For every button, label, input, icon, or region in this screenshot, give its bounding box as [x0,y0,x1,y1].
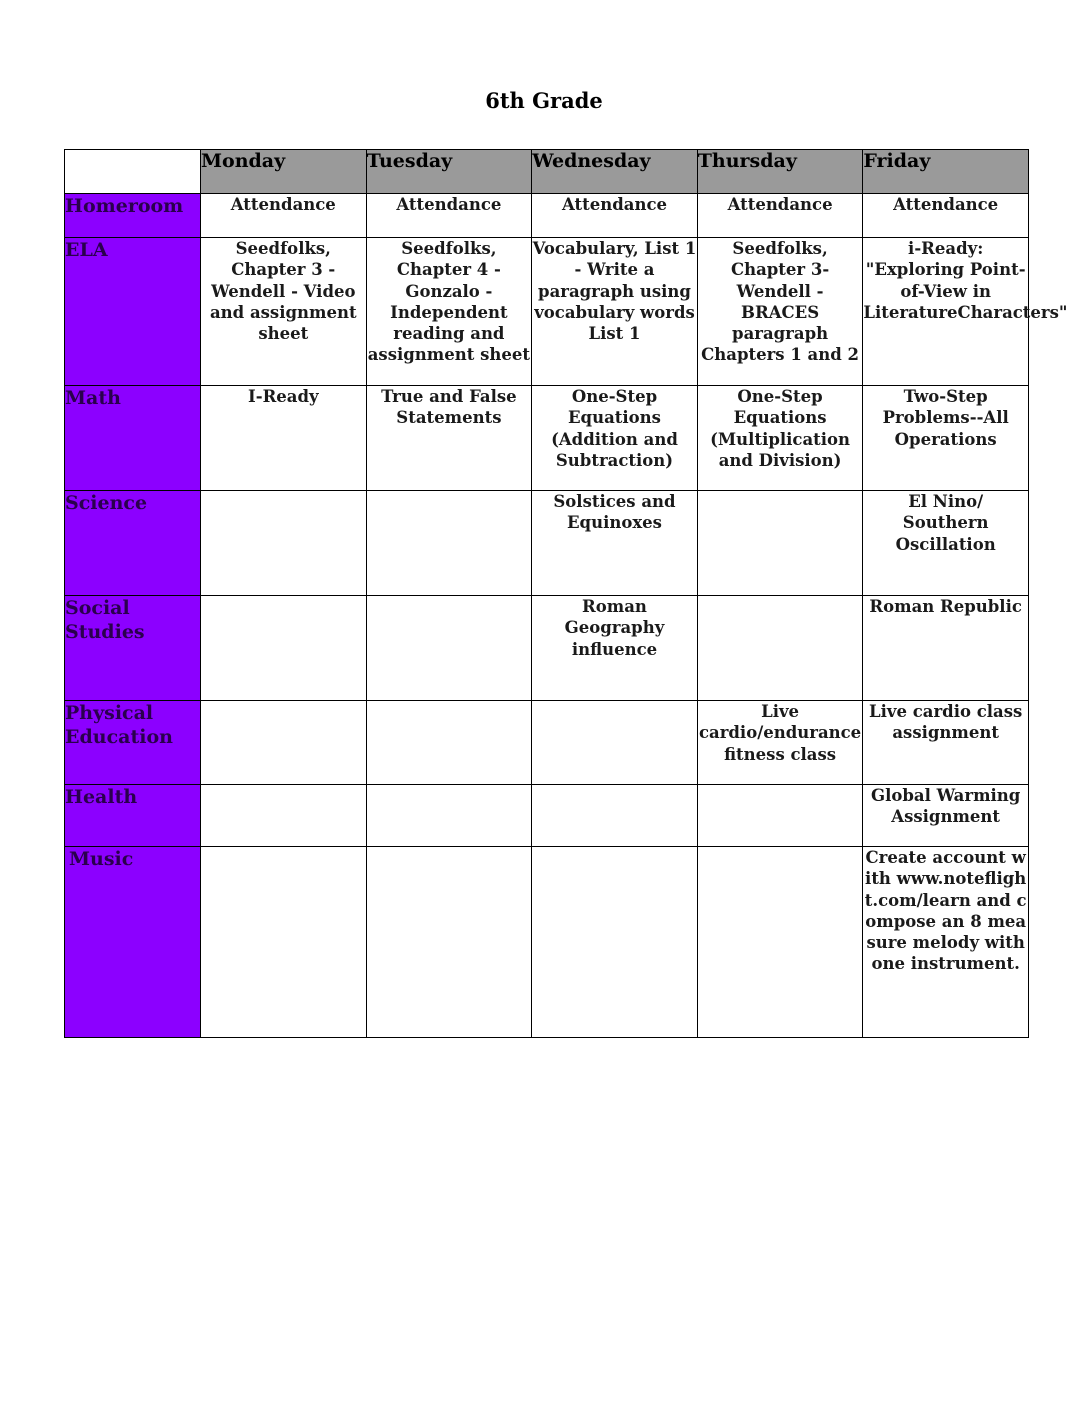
cell-math-thursday: One-Step Equations (Multiplication and Division) [697,386,863,491]
day-header-wednesday: Wednesday [532,150,698,194]
cell-social-studies-wednesday: Roman Geography influence [532,596,698,701]
cell-science-thursday [697,491,863,596]
subject-social-studies: Social Studies [65,596,201,701]
subject-science: Science [65,491,201,596]
subject-music-label: Music [69,848,134,870]
cell-social-studies-thursday [697,596,863,701]
row-health [65,785,1029,847]
subject-physical-education: Physical Education [65,701,201,785]
cell-ela-wednesday: Vocabulary, List 1 - Write a paragraph using vocabulary words List 1 [532,238,698,386]
row-science [65,491,1029,596]
schedule-table [64,149,1068,1038]
cell-health-wednesday [532,785,698,847]
cell-music-monday [201,847,367,1038]
cell-physical-education-wednesday [532,701,698,785]
row-math [65,386,1029,491]
cell-homeroom-friday: Attendance [863,194,1029,238]
cell-homeroom-monday: Attendance [201,194,367,238]
header-row [65,150,1029,194]
cell-ela-monday: Seedfolks, Chapter 3 - Wendell - Video and assignment sheet [201,238,367,386]
cell-math-friday: Two-Step Problems--All Operations [863,386,1029,491]
cell-music-wednesday [532,847,698,1038]
cell-ela-tuesday: Seedfolks, Chapter 4 - Gonzalo - Independent reading and assignment sheet [366,238,532,386]
cell-health-thursday [697,785,863,847]
cell-social-studies-friday: Roman Republic [863,596,1029,701]
cell-social-studies-tuesday [366,596,532,701]
cell-ela-friday: i-Ready: "Exploring Point-of-View in LiteratureCharacters" [863,238,1029,386]
cell-music-thursday [697,847,863,1038]
row-social-studies [65,596,1029,701]
cell-physical-education-thursday: Live cardio/endurance fitness class [697,701,863,785]
row-ela [65,238,1029,386]
cell-homeroom-thursday: Attendance [697,194,863,238]
day-header-monday: Monday [201,150,367,194]
subject-ela: ELA [65,238,201,386]
day-header-friday: Friday [863,150,1029,194]
cell-science-friday: El Nino/ Southern Oscillation [863,491,1029,596]
cell-homeroom-tuesday: Attendance [366,194,532,238]
cell-math-wednesday: One-Step Equations (Addition and Subtraction) [532,386,698,491]
cell-math-monday: I-Ready [201,386,367,491]
cell-health-monday [201,785,367,847]
cell-social-studies-monday [201,596,367,701]
cell-health-tuesday [366,785,532,847]
cell-health-friday: Global Warming Assignment [863,785,1029,847]
cell-homeroom-wednesday: Attendance [532,194,698,238]
subject-math: Math [65,386,201,491]
corner-cell [65,150,201,194]
row-music [65,847,1029,1038]
subject-music [65,847,201,1038]
cell-science-tuesday [366,491,532,596]
cell-science-wednesday: Solstices and Equinoxes [532,491,698,596]
row-homeroom [65,194,1029,238]
cell-music-tuesday [366,847,532,1038]
row-physical-education [65,701,1029,785]
cell-math-tuesday: True and False Statements [366,386,532,491]
subject-homeroom: Homeroom [65,194,201,238]
cell-physical-education-tuesday [366,701,532,785]
day-header-tuesday: Tuesday [366,150,532,194]
page-title: 6th Grade [485,88,603,113]
cell-ela-thursday: Seedfolks, Chapter 3- Wendell - BRACES paragraph Chapters 1 and 2 [697,238,863,386]
cell-physical-education-friday: Live cardio class assignment [863,701,1029,785]
cell-science-monday [201,491,367,596]
subject-health: Health [65,785,201,847]
day-header-thursday: Thursday [697,150,863,194]
cell-music-friday: Create account with www.noteflight.com/learn and compose an 8 measure melody with one instrument. [863,847,1029,1038]
cell-physical-education-monday [201,701,367,785]
